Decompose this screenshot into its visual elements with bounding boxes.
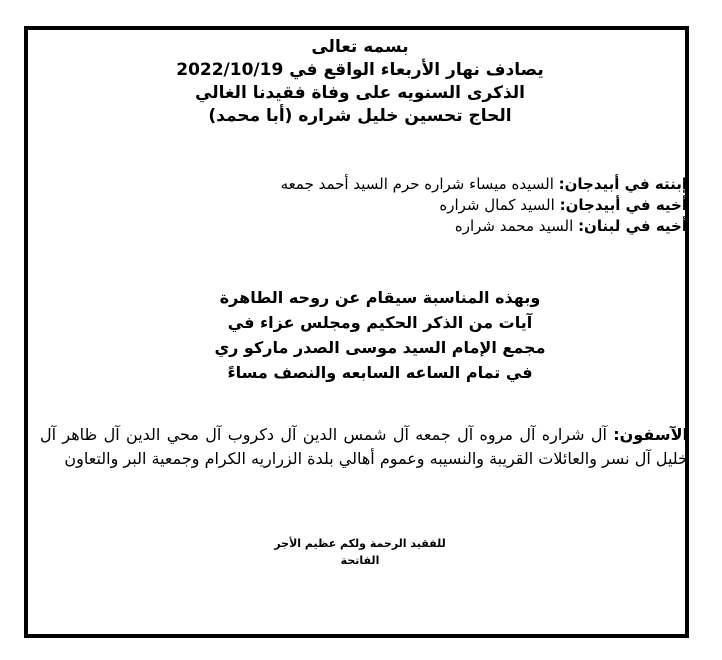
announcement-heading [40, 36, 680, 128]
occasion-line: مجمع الإمام السيد موسى الصدر ماركو ري [214, 338, 546, 357]
fatiha-line: الفاتحة [340, 554, 380, 567]
mourners-paragraph [40, 423, 688, 471]
relative-brother-lebanon [67, 216, 687, 237]
anniversary-line: الذكرى السنويه على وفاة فقيدنا الغالي [195, 83, 525, 103]
occasion-line: وبهذه المناسبة سيقام عن روحه الطاهرة [219, 288, 541, 307]
relative-label: إبنته في أبيدجان: [558, 175, 687, 193]
relative-label: أخيه في أبيدجان: [559, 196, 687, 214]
closing-prayer [260, 535, 460, 569]
mourners-text: آل شراره آل مروه آل جمعه آل شمس الدين آل دكروب آل محي الدين آل ظاهر آل خليل آل نسر والعائلات القريبة والنسيبه وعموم أهالي بلدة الزراريه الكرام وجمعية البر والتعاون [40, 425, 688, 468]
relatives-list [67, 174, 687, 237]
occasion-line: آيات من الذكر الحكيم ومجلس عزاء في [227, 313, 533, 332]
occasion-line: في تمام الساعه السابعه والنصف مساءً [227, 363, 533, 382]
memorial-details [180, 285, 580, 385]
mourners-label: الآسفون: [613, 425, 688, 444]
relative-value: السيد كمال شراره [439, 196, 560, 214]
closing-line: للفقيد الرحمة ولكم عظيم الأجر [274, 537, 446, 550]
relative-label: أخيه في لبنان: [578, 217, 687, 235]
basmala: بسمه تعالى [311, 37, 409, 57]
relative-daughter [67, 174, 687, 195]
relative-value: السيده ميساء شراره حرم السيد أحمد جمعه [280, 175, 559, 193]
relative-brother-abidjan [67, 195, 687, 216]
deceased-name: الحاج تحسين خليل شراره (أبا محمد) [208, 106, 512, 126]
date-line: يصادف نهار الأربعاء الواقع في 2022/10/19 [176, 60, 544, 80]
relative-value: السيد محمد شراره [454, 217, 579, 235]
